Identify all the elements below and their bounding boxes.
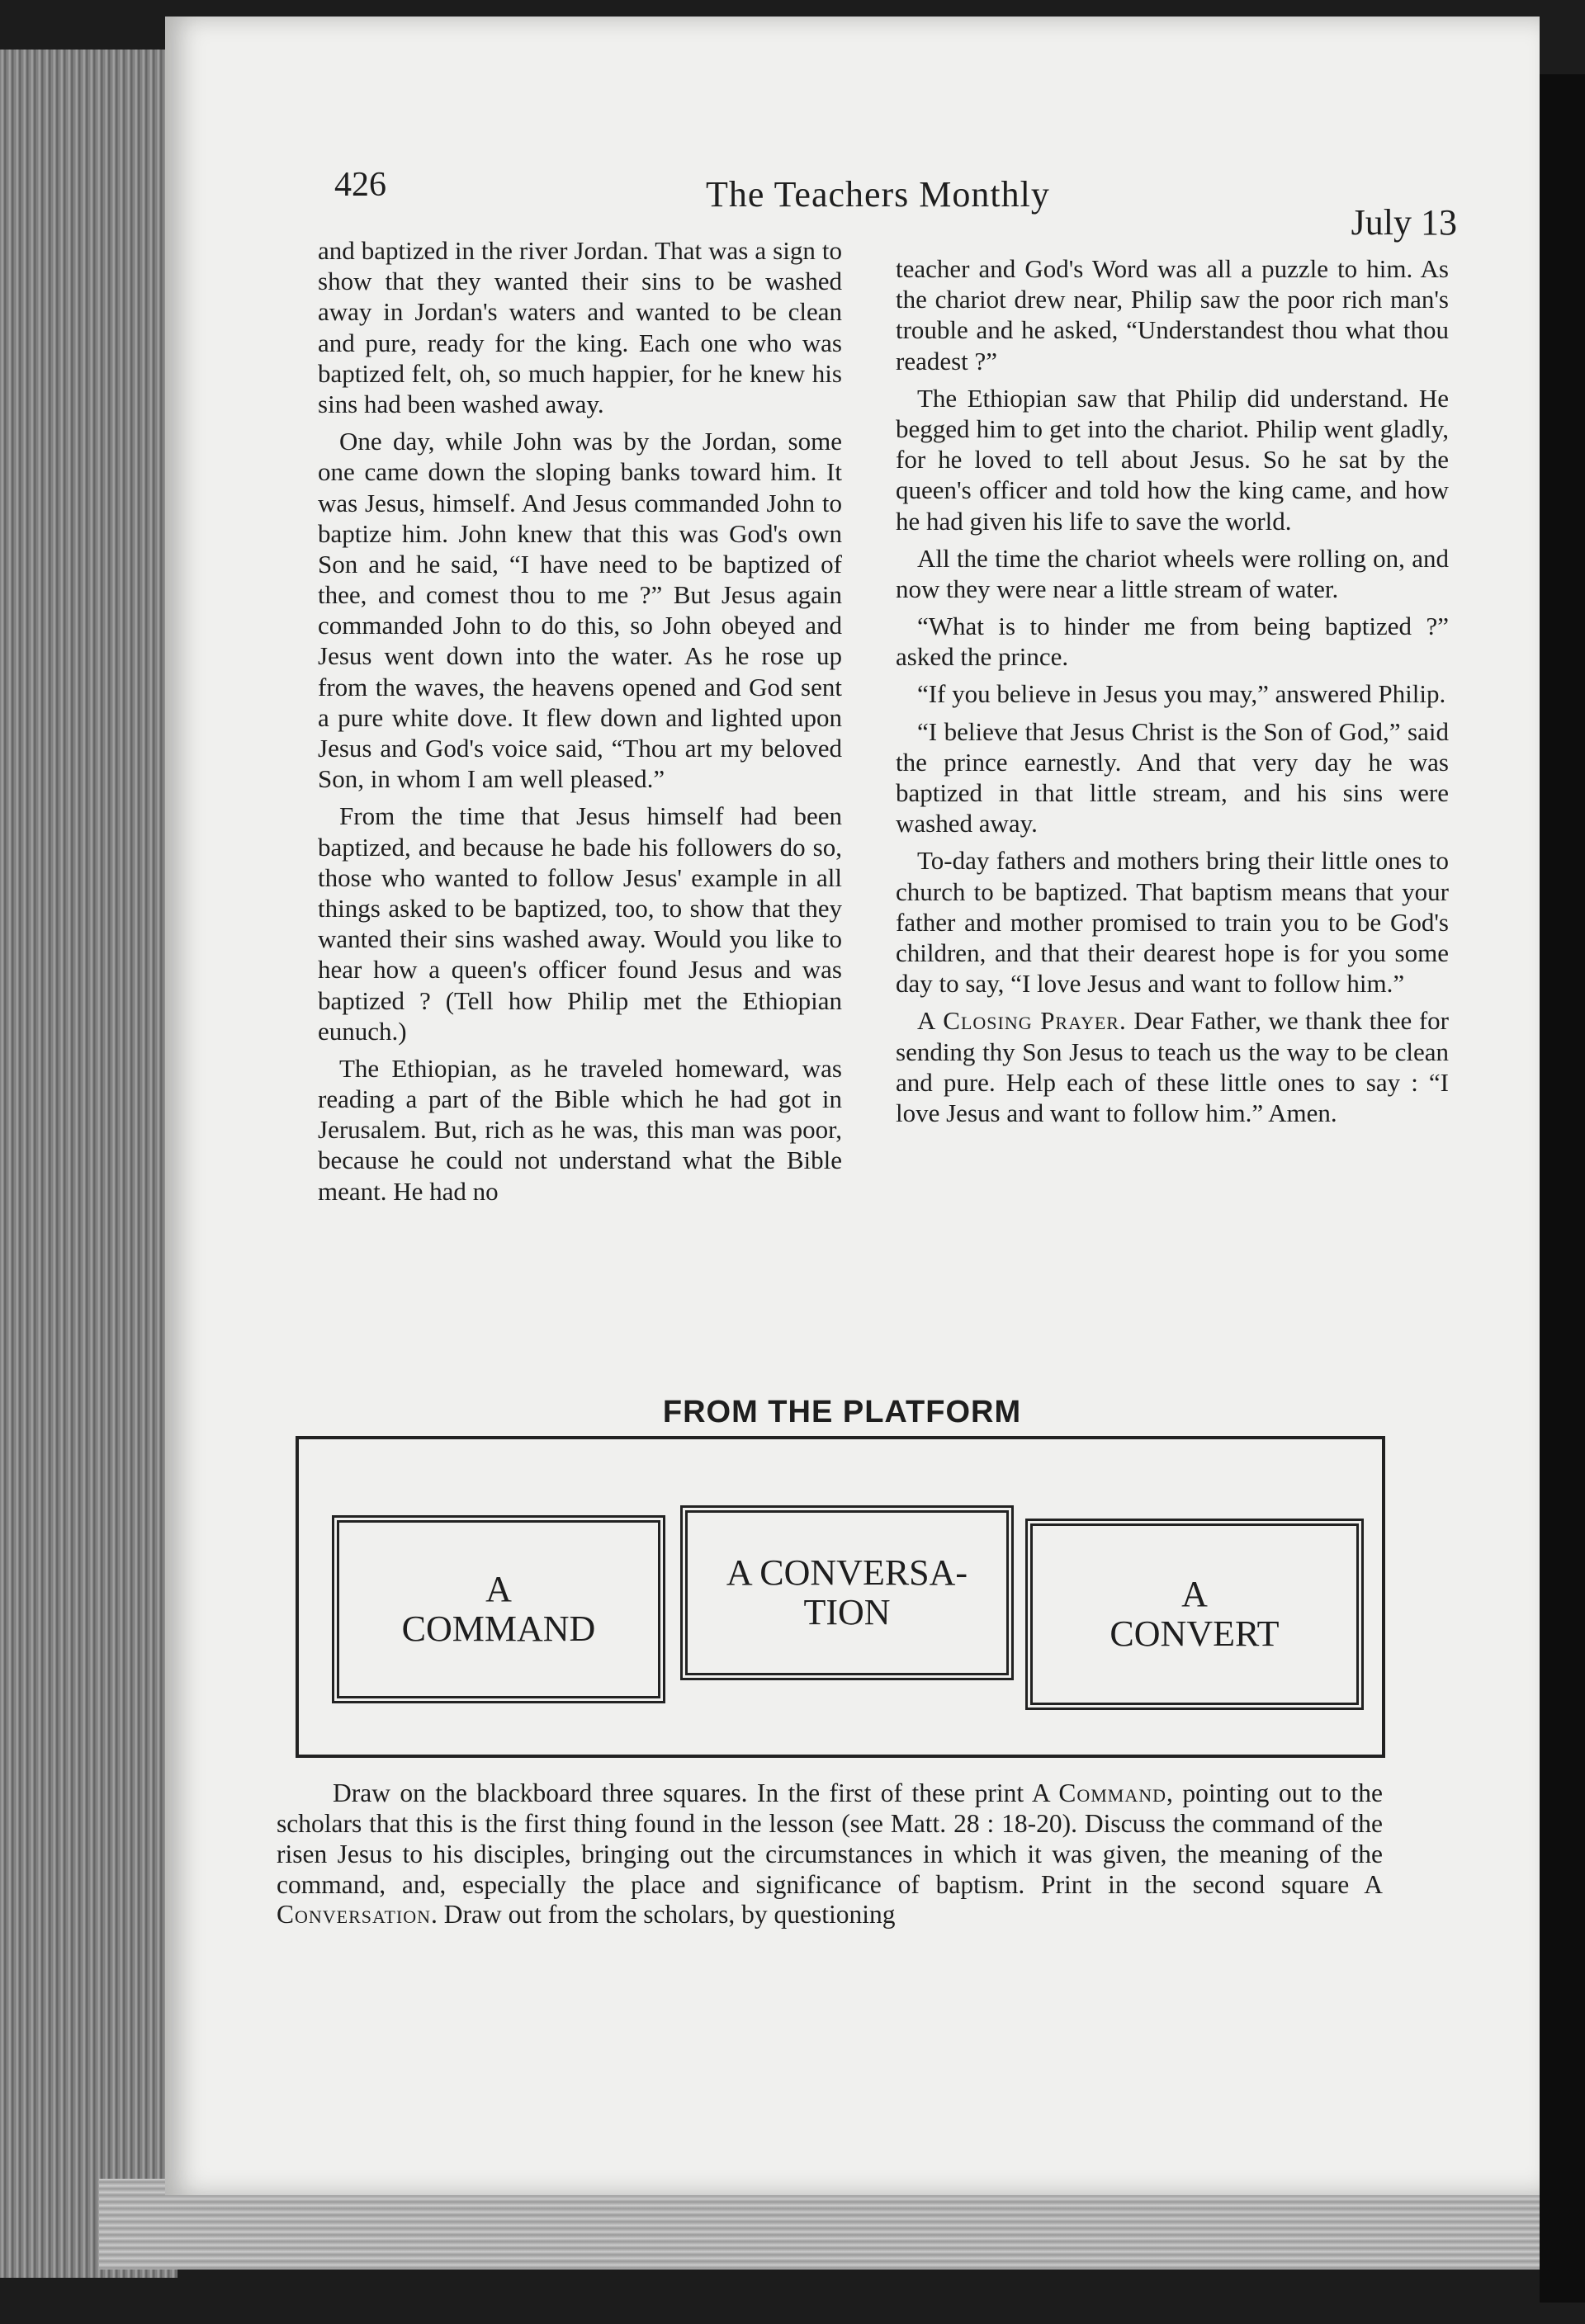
running-head — [334, 165, 1457, 243]
paragraph: and baptized in the river Jordan. That was a sign to show that they wanted their sins to be washed away in Jordan's waters and wanted to be clean and pure, ready for the king. Each one who was baptized felt, oh, so much happier, for he knew his sins had been washed away. — [318, 236, 842, 418]
square-conversation — [680, 1505, 1014, 1680]
text-run: , pointing out to the scholars that this is the first thing found in the lesson (see Matt. 28 : 18-20). Discuss the command of the risen Jesus to his disciples, bringing out the circumstances in which it was given, the meaning of the command, and, especially the place and significance of baptism. Print in the second square A — [277, 1778, 1383, 1899]
journal-title: The Teachers Monthly — [706, 174, 1050, 215]
closing-prayer-text: Dear Father, we thank thee for sending thy Son Jesus to teach us the way to be clean and pure. Help each of these little ones to say : “I love Jesus and want to follow him.” Amen. — [896, 1006, 1449, 1127]
paragraph: “I believe that Jesus Christ is the Son of God,” said the prince earnestly. And that very day he was baptized in that little stream, and his sins were washed away. — [896, 716, 1449, 838]
platform-heading: FROM THE PLATFORM — [662, 1395, 1022, 1429]
paragraph: The Ethiopian, as he traveled homeward, was reading a part of the Bible which he had got in Jerusalem. But, rich as he was, this man was poor, because he could not understand what the Bible meant. He had no — [318, 1053, 842, 1206]
right-column — [896, 253, 1449, 1135]
paragraph: From the time that Jesus himself had been baptized, and because he bade his followers do so, those who wanted to follow Jesus' example in all things asked to be baptized, too, to show that they wanted their sins washed away. Would you like to hear how a queen's officer found Jesus and was baptized ? (Tell how Philip met the Ethiopian eunuch.) — [318, 801, 842, 1046]
square-convert — [1025, 1519, 1364, 1710]
paragraph: “What is to hinder me from being baptized ?” asked the prince. — [896, 612, 1449, 672]
blackboard-diagram — [296, 1436, 1385, 1758]
paragraph: To-day fathers and mothers bring their little ones to church to be baptized. That baptism means that your father and mother promised to train you to be God's children, and that their dearest hope is for you some day to say, “I love Jesus and want to follow him.” — [896, 846, 1449, 999]
text-columns — [318, 235, 1449, 1399]
issue-date: July 13 — [1351, 202, 1457, 243]
small-caps-run: Command — [1058, 1778, 1167, 1807]
paragraph: All the time the chariot wheels were rolling on, and now they were near a little stream of water. — [896, 543, 1449, 603]
page-number: 426 — [334, 166, 386, 204]
paragraph: teacher and God's Word was all a puzzle to him. As the chariot drew near, Philip saw the poor rich man's trouble and he asked, “Understandest thou what thou readest ?” — [896, 254, 1449, 376]
paragraph: The Ethiopian saw that Philip did understand. He begged him to get into the chariot. Philip went gladly, for he loved to tell about Jesus. So he sat by the queen's officer and told how the king came, and how he had given his life to save the world. — [896, 383, 1449, 536]
instruction-paragraph — [277, 1778, 1383, 1930]
text-run: Draw on the blackboard three squares. In the first of these print A — [333, 1778, 1059, 1807]
square-label: A COMMAND — [401, 1568, 596, 1649]
square-label: A CONVERSA- TION — [726, 1552, 968, 1632]
facing-page-edge — [1540, 74, 1585, 2303]
paragraph: “If you believe in Jesus you may,” answered Philip. — [917, 679, 1446, 709]
text-run: . Draw out from the scholars, by questioning — [431, 1900, 896, 1930]
square-command — [332, 1515, 665, 1703]
book-page-edges — [0, 50, 177, 2278]
square-label: A CONVERT — [1110, 1573, 1280, 1654]
closing-prayer-label: A Closing Prayer. — [917, 1006, 1127, 1036]
left-column — [318, 235, 842, 1213]
paragraph: One day, while John was by the Jordan, some one came down the sloping banks toward him. It was Jesus, himself. And Jesus commanded John to baptize him. John knew that this was God's own Son and he said, “I have need to be baptized of thee, and comest thou to me ?” But Jesus again commanded John to do this, so John obeyed and Jesus went down into the water. As he rose up from the waves, the heavens opened and God sent a pure white dove. It flew down and lighted upon Jesus and God's voice said, “Thou art my beloved Son, in whom I am well pleased.” — [318, 427, 842, 794]
closing-prayer — [896, 1005, 1449, 1128]
small-caps-run: Conversation — [277, 1900, 432, 1930]
